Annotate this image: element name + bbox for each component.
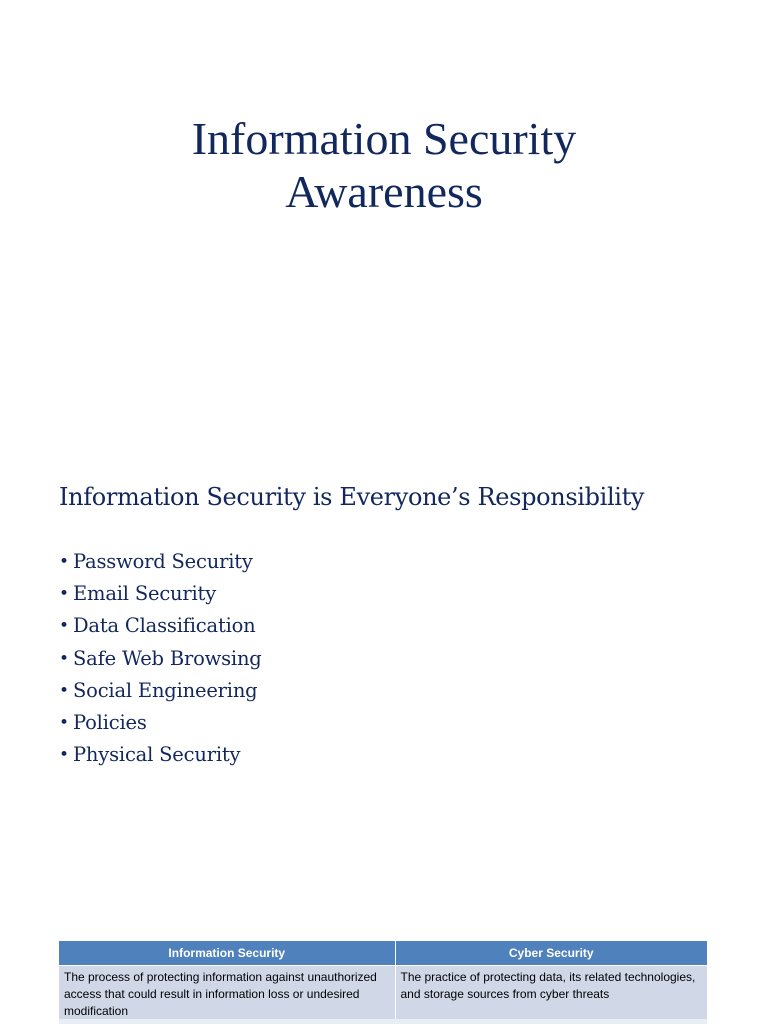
list-item: • Policies: [59, 707, 262, 739]
slide-title-line-1: Information Security: [191, 113, 577, 164]
section-heading: Information Security is Everyone’s Responsibility: [59, 483, 645, 511]
list-item: • Email Security: [59, 578, 262, 610]
table-cell-cyber-security-definition: The practice of protecting data, its related technologies, and storage sources from cyber threats: [395, 966, 707, 1023]
table-row: [59, 966, 707, 1023]
list-item: • Password Security: [59, 546, 262, 578]
list-item: • Physical Security: [59, 739, 262, 771]
list-item: • Data Classification: [59, 610, 262, 642]
list-item: • Safe Web Browsing: [59, 643, 262, 675]
slide-title-line-2: Awareness: [285, 166, 483, 217]
list-item: • Social Engineering: [59, 675, 262, 707]
table-header-cyber-security: Cyber Security: [395, 941, 707, 966]
slide-title: [0, 112, 768, 218]
table-header-information-security: Information Security: [59, 941, 395, 966]
table-cell-information-security-definition: The process of protecting information against unauthorized access that could result in information loss or undesired modification: [59, 966, 395, 1023]
topic-list: [59, 546, 262, 771]
table-header-row: [59, 941, 707, 966]
table-next-row-strip: [59, 1019, 707, 1024]
comparison-table: [59, 941, 707, 1022]
